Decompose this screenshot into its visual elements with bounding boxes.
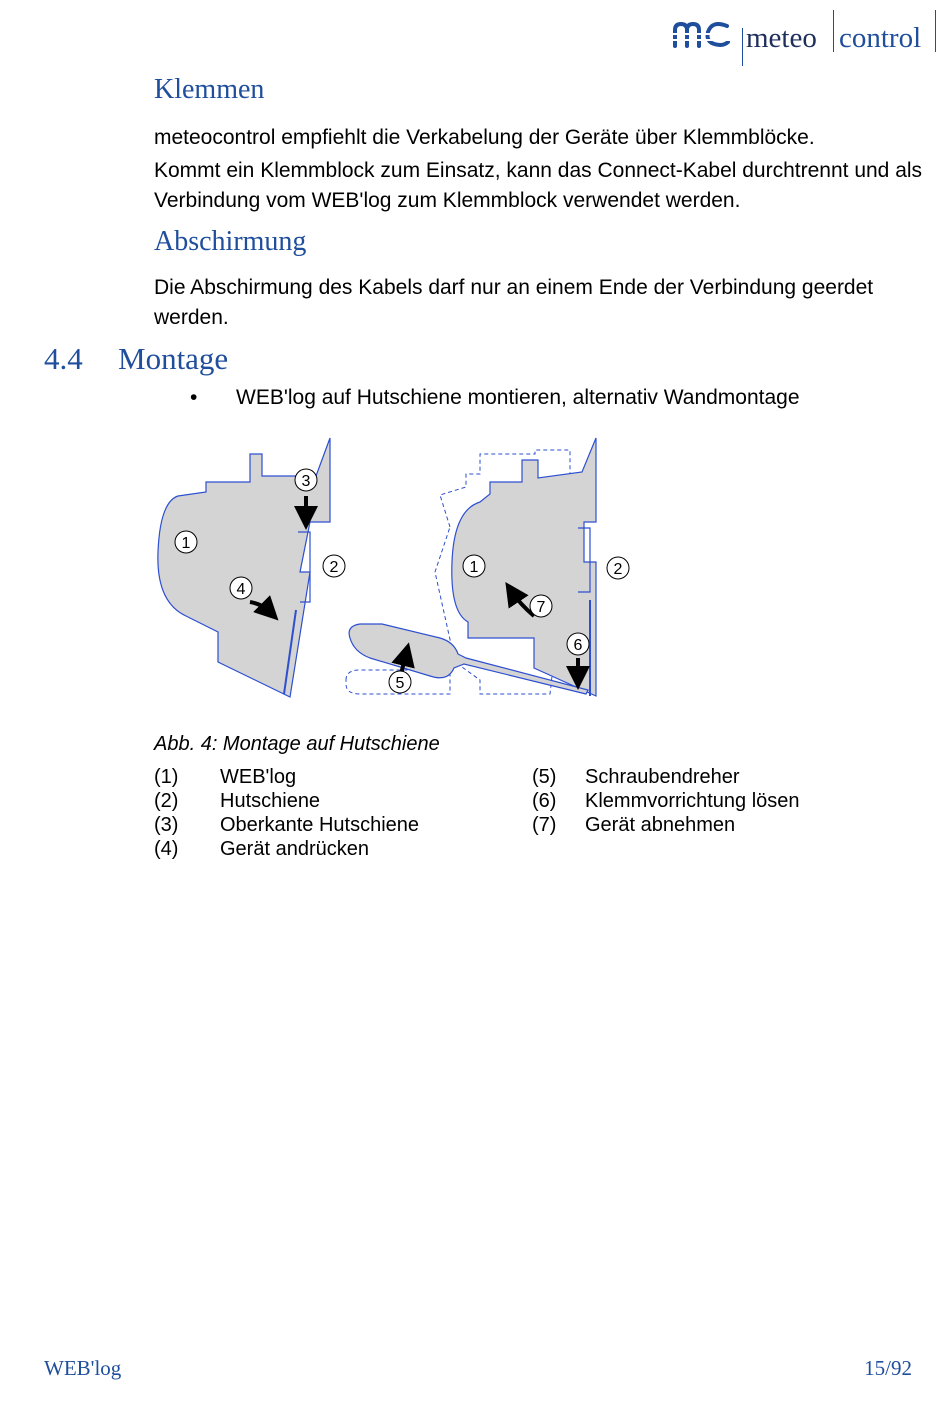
meteocontrol-logo (672, 18, 732, 57)
callout-3 (295, 469, 317, 491)
svg-text:5: 5 (395, 675, 405, 692)
svg-text:2: 2 (329, 559, 339, 576)
callout-5 (389, 671, 411, 693)
callout-7 (530, 595, 552, 617)
callout-1-right (463, 555, 485, 577)
heading-abschirmung: Abschirmung (154, 226, 307, 257)
callout-2-right (607, 557, 629, 579)
svg-text:1: 1 (469, 559, 479, 576)
svg-text:1: 1 (181, 535, 191, 552)
callout-4 (230, 577, 252, 599)
logo-divider (833, 10, 834, 52)
svg-text:6: 6 (573, 637, 583, 654)
figure-caption: Abb. 4: Montage auf Hutschiene (154, 733, 440, 755)
mounting-figure (150, 432, 623, 707)
heading-klemmen: Klemmen (154, 74, 265, 105)
bullet-symbol: • (190, 386, 198, 409)
logo-divider (742, 28, 743, 66)
paragraph-klemmen-2: Kommt ein Klemmblock zum Einsatz, kann das Connect-Kabel durchtrennt und als Verbindung vom WEB'log zum Klemmblock verwendet werden. (154, 159, 923, 212)
footer-page-number: 15/92 (864, 1356, 912, 1380)
svg-text:3: 3 (301, 473, 311, 490)
paragraph-abschirmung: Die Abschirmung des Kabels darf nur an einem Ende der Verbindung geerdet werden. (154, 276, 874, 329)
section-title-montage: Montage (118, 341, 229, 376)
callout-1-left (175, 531, 197, 553)
paragraph-klemmen-1: meteocontrol empfiehlt die Verkabelung der Geräte über Klemmblöcke. (154, 126, 815, 149)
svg-text:7: 7 (536, 599, 546, 616)
callout-2-left (323, 555, 345, 577)
logo-text-meteo: meteo (746, 22, 817, 54)
logo-divider (935, 10, 936, 52)
footer-product-name: WEB'log (44, 1356, 122, 1380)
svg-text:4: 4 (236, 581, 246, 598)
logo-text-control: control (839, 22, 922, 54)
svg-text:2: 2 (613, 561, 623, 578)
callout-6 (567, 633, 589, 655)
bullet-text: WEB'log auf Hutschiene montieren, alternativ Wandmontage (236, 386, 800, 409)
section-number: 4.4 (44, 341, 83, 376)
